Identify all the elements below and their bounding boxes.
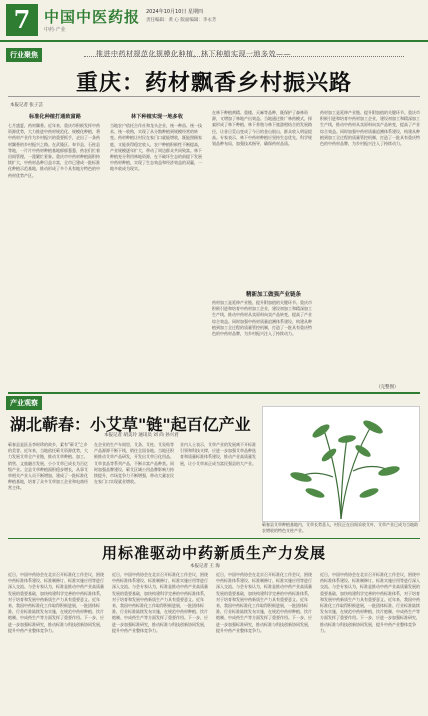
article-column-3b <box>212 300 312 382</box>
column-text: 近日，中国中药协会在北京召开标准化工作会议，围绕中药标准体系建设、标准制修订、标准实施应用等进行深入交流。与会专家认为，标准是推动中药产业高质量发展的重要基础，加快构建科学完善的中药标准体系，对于培育和发展中药新质生产力具有重要意义。近年来，我国中药标准化工作取得积极进展，一批团体标准、行业标准陆续发布实施，在规范中药材种植、饮片炮制、中成药生产等方面发挥了重要作用。下一步，应进一步加强标准研究，推动标准与科技创新协同发展，提升中药产业整体竞争力。 <box>216 572 312 633</box>
column-text: 在企业的生产车间里，艾条、艾柱、艾灸贴等产品源源不断下线，销往全国各地。当地还积极推动艾草产品研发，开发出艾草日化用品、艾草食品等系列产品，不断丰富产品种类。同时加强品牌建设，蕲艾区域公用品牌影响力持续提升，市场竞争力不断增强，带动大量农民在家门口实现就业增收。 <box>94 442 174 485</box>
bottom-column-3 <box>216 572 314 712</box>
bottom-column-2 <box>112 572 210 712</box>
photo-caption: 蕲春县艾草种植基地内，艾草长势喜人，村民正在田间采收艾叶，艾草产业已成为当地助农增收的特色支柱产业。 <box>262 522 418 533</box>
section-divider <box>8 392 420 394</box>
bottom-column-4 <box>320 572 420 712</box>
column-text: 近日，中国中药协会在北京召开标准化工作会议，围绕中药标准体系建设、标准制修订、标准实施应用等进行深入交流。与会专家认为，标准是推动中药产业高质量发展的重要基础，加快构建科学完善的中药标准体系，对于培育和发展中药新质生产力具有重要意义。近年来，我国中药标准化工作取得积极进展，一批团体标准、行业标准陆续发布实施，在规范中药材种植、饮片炮制、中成药生产等方面发挥了重要作用。下一步，应进一步加强标准研究，推动标准与科技创新协同发展，提升中药产业整体竞争力。 <box>320 572 420 633</box>
section-tag: 行业聚焦 <box>6 48 42 62</box>
bottom-headline: 用标准驱动中药新质生产力发展 <box>101 544 326 562</box>
feature-column-3 <box>180 442 256 532</box>
article-column-4 <box>320 110 420 382</box>
article-column-3 <box>212 110 312 288</box>
bottom-divider <box>8 538 420 539</box>
feature-column-2 <box>94 442 174 532</box>
column-text: 近日，中国中药协会在北京召开标准化工作会议，围绕中药标准体系建设、标准制修订、标准实施应用等进行深入交流。与会专家认为，标准是推动中药产业高质量发展的重要基础，加快构建科学完善的中药标准体系，对于培育和发展中药新质生产力具有重要意义。近年来，我国中药标准化工作取得积极进展，一批团体标准、行业标准陆续发布实施，在规范中药材种植、饮片炮制、中成药生产等方面发挥了重要作用。下一步，应进一步加强标准研究，推动标准与科技创新协同发展，提升中药产业整体竞争力。 <box>112 572 208 633</box>
newspaper-title: 中国中医药报 <box>44 8 141 26</box>
column-subhead: 标准化种植打通致富路 <box>29 114 81 120</box>
column-text: 七月盛夏，药材飘香。近年来，重庆市积极发挥中药资源优势，大力推进中药材规范化、规模化种植，将中药材产业作为乡村振兴的重要抓手，走出了一条药材飘香的乡村振兴之路。在武隆区、奉节县、石柱县等地，一片片中药材种植基地郁郁葱葱，药农们忙着田间管理，一派繁忙景象。重庆市中药材种植面积持续扩大，中药材品种日益丰富，全市已建成一批标准化种植示范基地，推动形成了多个具有地方特色的中药材优势产区。 <box>8 123 100 178</box>
mugwort-plant-illustration <box>263 407 419 521</box>
article-sign: （完整图） <box>376 385 399 390</box>
column-text: 业内人士表示，艾草产业的发展离不开标准引领和科技支撑，应进一步加强艾草品种选育和质量标准体系建设，推动产业高质量发展，让小艾草真正成为富民强县的大产业。 <box>180 442 256 466</box>
column-text: 近日，中国中药协会在北京召开标准化工作会议，围绕中药标准体系建设、标准制修订、标准实施应用等进行深入交流。与会专家认为，标准是推动中药产业高质量发展的重要基础，加快构建科学完善的中药标准体系，对于培育和发展中药新质生产力具有重要意义。近年来，我国中药标准化工作取得积极进展，一批团体标准、行业标准陆续发布实施，在规范中药材种植、饮片炮制、中成药生产等方面发挥了重要作用。下一步，应进一步加强标准研究，推动标准与科技创新协同发展，提升中药产业整体竞争力。 <box>8 572 104 633</box>
feature-tag: 产业观察 <box>6 396 42 410</box>
article-column-1 <box>8 110 102 392</box>
feature-column-1 <box>8 442 88 532</box>
mugwort-photo <box>262 406 420 522</box>
box-subhead: 精新加工做强产业链条 <box>246 292 302 298</box>
page-number: 7 <box>6 4 38 36</box>
feature-headline: 湖北蕲春：小艾草"链"起百亿产业 <box>10 415 251 434</box>
top-author: 本报记者 张子芸 <box>10 103 43 108</box>
column-subhead: 林下种植实现一地多收 <box>131 114 183 120</box>
masthead <box>0 0 428 42</box>
bottom-byline: 本报记者 王 海 <box>190 564 220 569</box>
column-text: 药材加工是延伸产业链、提升附加值的关键环节。重庆市积极引进和培育中药材加工企业，建设初加工和精深加工生产线，推动中药材从卖原料向卖产品转变，提高了产业综合效益。同时加强中药材质量追溯体系建设，构建从种植到加工全过程的质量管控机制，打造了一批具有重庆特色的中药材品牌，为乡村振兴注入了持续动力。 <box>320 110 420 147</box>
column-text: 当地农户依托合作社和龙头企业，统一种苗、统一技术、统一收购，实现了从分散种植到规模经营的转变。药材种植让村民在家门口就能增收，既能照顾家庭，又能获得稳定收入，农户种植积极性不断提高，产业规模逐年扩大，带动了周边群众共同致富。林下种植充分利用林地资源，在不破坏生态的前提下发展中药材种植，实现了生态效益和经济效益的双赢，一地多收成为现实。 <box>110 123 202 172</box>
kicker-divider <box>84 56 404 57</box>
editors-line: 责任编辑：黄 心 版面编辑：李永芳 <box>146 18 217 23</box>
headline-divider <box>8 96 420 97</box>
article-column-2 <box>110 110 204 392</box>
kicker: 推进中药材规范化规模化种植，林下种植实现一地多效—— <box>96 50 291 58</box>
issue-date: 2024年10月10日 星期四 <box>146 9 204 15</box>
feature-byline: 本报记者 胡美玲 通讯员 刘 尚 孙兴君 <box>104 433 179 438</box>
top-headline: 重庆：药材飘香乡村振兴路 <box>75 70 352 96</box>
column-text: 在林下种植黄精、重楼、天麻等品种，既保护了森林资源，又增加了林地产出效益。当地通过推广林药模式，探索形成了林下种植、林下养殖与林下旅游相结合的发展路径，让昔日荒山变成了今日的金山银山，群众收入明显提高。专家表示，林下中药材种植应坚持生态优先，科学规划品种布局，加强技术指导，确保药材品质。 <box>212 110 312 147</box>
column-text: 药材加工是延伸产业链、提升附加值的关键环节。重庆市积极引进和培育中药材加工企业，建设初加工和精深加工生产线，推动中药材从卖原料向卖产品转变，提高了产业综合效益。同时加强中药材质量追溯体系建设，构建从种植到加工全过程的质量管控机制，打造了一批具有重庆特色的中药材品牌，为乡村振兴注入了持续动力。 <box>212 300 312 337</box>
column-text: 蕲春县是医圣李时珍的故乡，素有"蕲艾"之乡的美誉。近年来，当地依托蕲艾资源优势，大力发展艾草全产业链，推动艾草种植、加工、销售、文旅融合发展，小小艾草已成长为百亿级产业。全县艾草种植面积稳步增长，从事艾草相关产业人员不断增加，建成了一批标准化种植基地，培育了众多艾草加工企业和电商经营主体。 <box>8 442 88 491</box>
bottom-column-1 <box>8 572 106 712</box>
section-subtitle: 中药·产业 <box>44 27 66 33</box>
